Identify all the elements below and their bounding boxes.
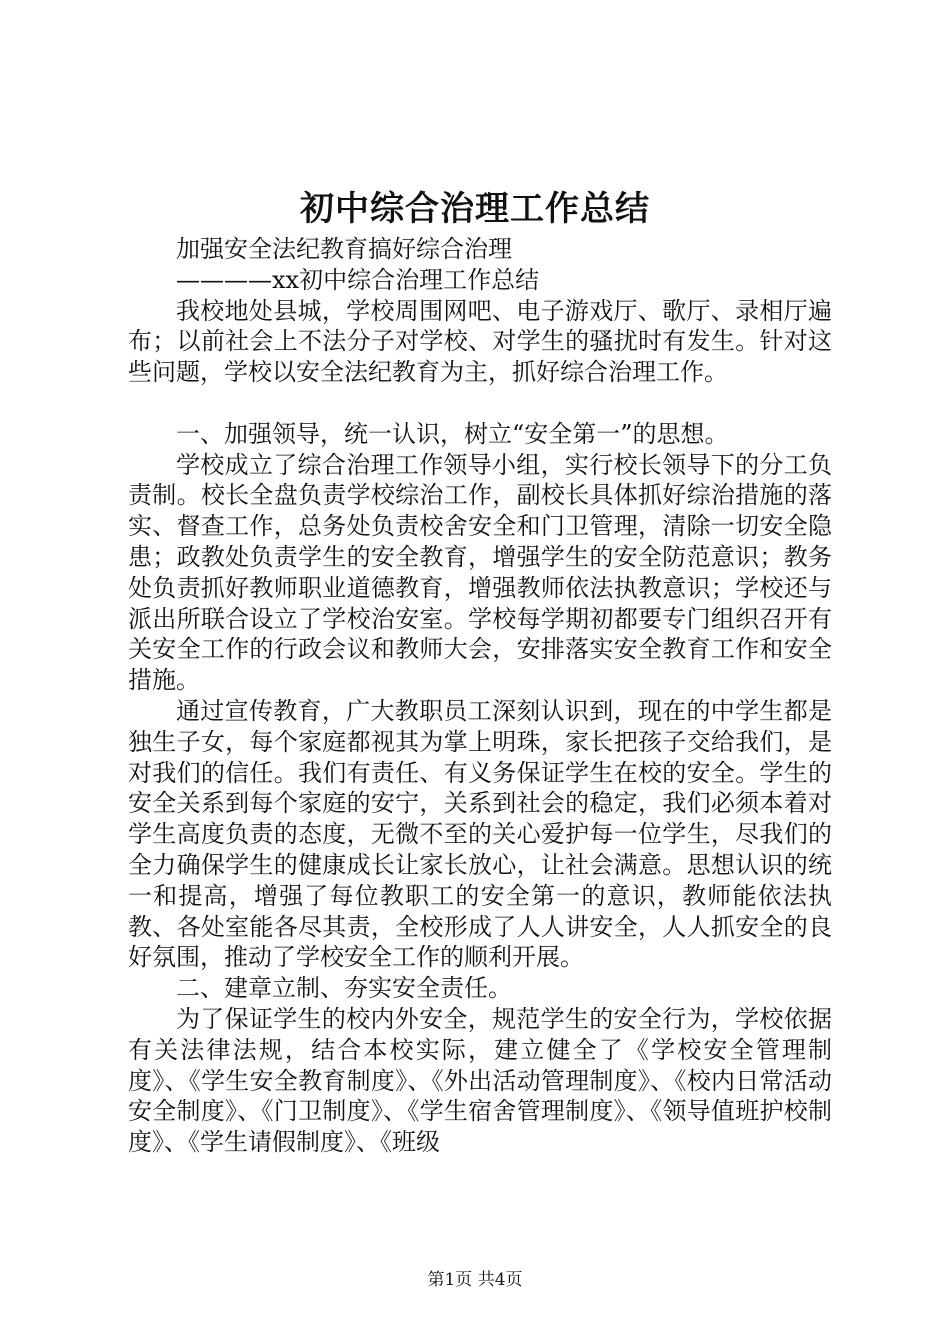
paragraph-leadership: 学校成立了综合治理工作领导小组，实行校长领导下的分工负责制。校长全盘负责学校综治工作，副校长具体抓好综治措施的落实、督查工作，总务处负责校舍安全和门卫管理，清除一切安全隐患；政教处负责学生的安全教育，增强学生的安全防范意识；教务处负责抓好教师职业道德教育，增强教师依法执教意识；学校还与派出所联合设立了学校治安室。学校每学期初都要专门组织召开有关安全工作的行政会议和教师大会，安排落实安全教育工作和安全措施。 — [128, 450, 832, 695]
section-heading-2: 二、建章立制、夯实安全责任。 — [176, 974, 512, 1003]
section-heading-1: 一、加强领导，统一认识，树立“安全第一”的思想。 — [176, 419, 729, 448]
document-body — [128, 234, 832, 1158]
page-number: 第1页 共4页 — [427, 1270, 523, 1290]
document-title: 初中综合治理工作总结 — [300, 189, 650, 229]
document-subtitle: 加强安全法纪教育搞好综合治理 — [176, 235, 512, 263]
document-byline: ————xx初中综合治理工作总结 — [176, 265, 540, 294]
paragraph-regulations: 为了保证学生的校内外安全，规范学生的安全行为，学校依据有关法律法规，结合本校实际，建立健全了《学校安全管理制度》、《学生安全教育制度》、《外出活动管理制度》、《校内日常活动安全制度》、《门卫制度》、《学生宿舍管理制度》、《领导值班护校制度》、《学生请假制度》、《班级 — [128, 1004, 832, 1157]
paragraph-intro: 我校地处县城，学校周围网吧、电子游戏厅、歌厅、录相厅遍布；以前社会上不法分子对学校、对学生的骚扰时有发生。针对这些问题，学校以安全法纪教育为主，抓好综合治理工作。 — [128, 296, 832, 387]
paragraph-awareness: 通过宣传教育，广大教职员工深刻认识到，现在的中学生都是独生子女，每个家庭都视其为掌上明珠，家长把孩子交给我们，是对我们的信任。我们有责任、有义务保证学生在校的安全。学生的安全关系到每个家庭的安宁，关系到社会的稳定，我们必须本着对学生高度负责的态度，无微不至的关心爱护每一位学生，尽我们的全力确保学生的健康成长让家长放心，让社会满意。思想认识的统一和提高，增强了每位教职工的安全第一的意识，教师能依法执教、各处室能各尽其责，全校形成了人人讲安全，人人抓安全的良好氛围，推动了学校安全工作的顺利开展。 — [128, 696, 832, 972]
